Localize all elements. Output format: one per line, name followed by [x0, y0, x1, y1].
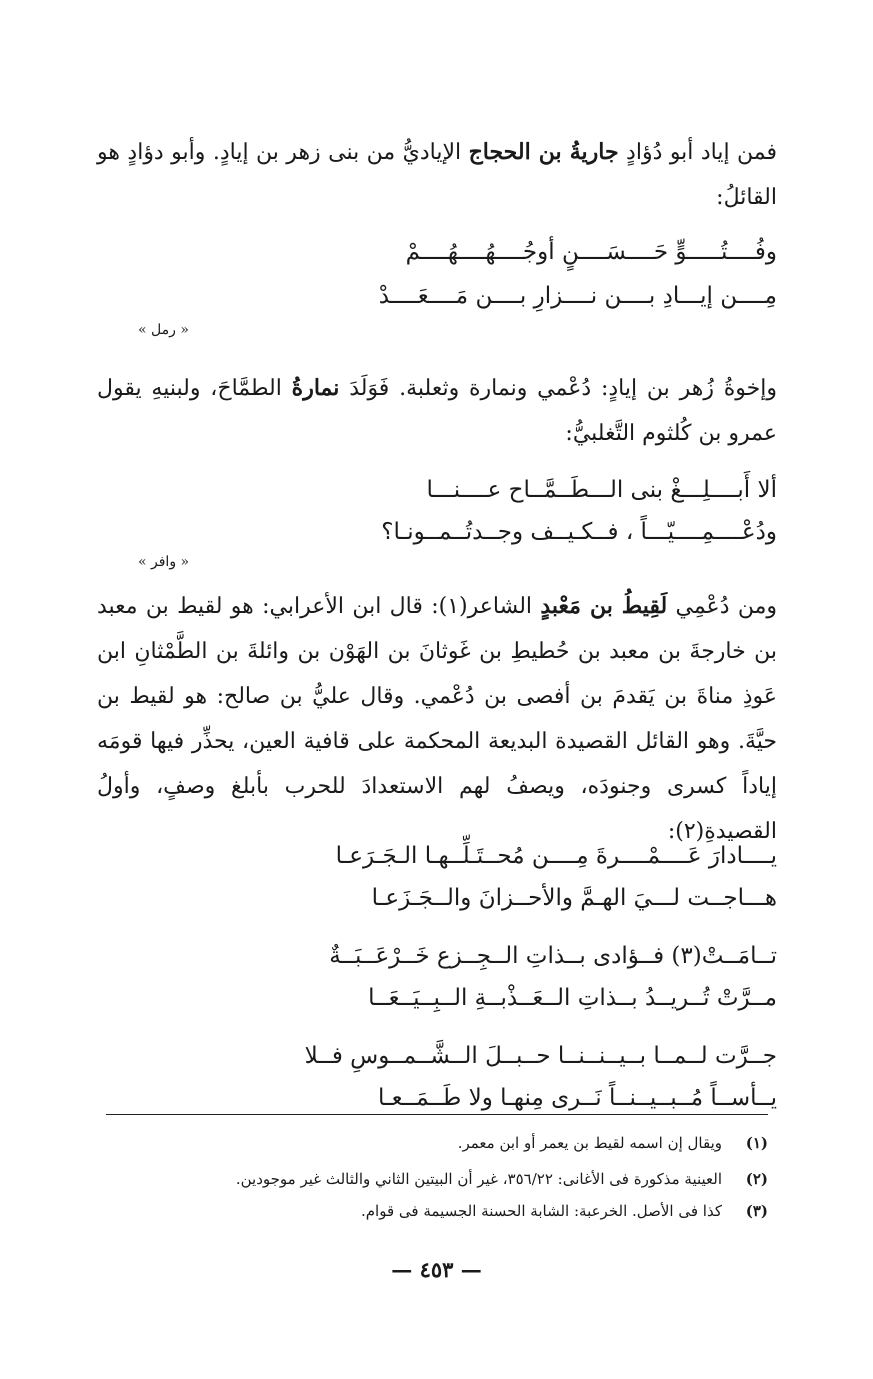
- footnote-1-number: (١): [745, 1134, 768, 1152]
- verse2-meter: « وافر »: [138, 554, 190, 570]
- poem-couplet2-line2: مــرَّتْ تُــريــدُ بــذاتِ الــعَــذْبــةِ الــبِــيَــعَــا: [368, 985, 777, 1011]
- footnote-3: [106, 1200, 768, 1222]
- para2-name: نمارةُ: [291, 375, 340, 401]
- para3-text-start: ومن دُعْمِي: [667, 594, 777, 619]
- verse1-line2: مِــــن إيـــادِ بــــن نــــزارِ بــــن مَــــعَــــدْ: [378, 283, 777, 309]
- paragraph-3: [97, 584, 777, 854]
- para3-text-end: الشاعر(١): قال ابن الأعرابي: هو لقيط بن معبد بن خارجةَ بن معبد بن حُطيطِ بن غَوثانَ بن الهَوْن بن وائلةَ بن الطَّمْثانِ ابن عَوذِ مناةَ بن يَقدمَ بن أفصى بن دُعْمي. وقال عليُّ بن صالح: هو لقيط بن حيَّةَ. وهو القائل القصيدة البديعة المحكمة على قافية العين، يحذِّر فيها قومَه إياداً كسرى وجنودَه، ويصفُ لهم الاستعدادَ للحرب بأبلغ وصفٍ، وأولُ القصيدةِ(٢):: [97, 594, 777, 844]
- footnote-1: [106, 1132, 768, 1154]
- intro-paragraph: [97, 130, 777, 220]
- footnote-2-text: العينية مذكورة فى الأغانى: ٣٥٦/٢٢، غير أن البيتين الثاني والثالث غير موجودين.: [235, 1170, 722, 1188]
- verse1-line1: وفُــــتُـــــوٍّ حَــــسَــــنٍ أوجُــــهُــــهُــــمْ: [405, 239, 777, 265]
- poem-couplet1-line2: هـــاجــت لـــيَ الهـمَّ والأحــزانَ والــجَـزَعـا: [371, 885, 777, 911]
- footnote-2: [106, 1168, 768, 1190]
- poem-couplet3-line2: يــأســاً مُــبــيــنــاً نَــرى مِنهـا ولا طَــمَــعـا: [377, 1085, 777, 1111]
- verse1-meter: « رمل »: [138, 322, 189, 338]
- intro-text-end: الإياديُّ من بنى زهر بن إيادٍ. وأبو دؤادٍ هو القائلُ:: [97, 140, 777, 210]
- footnote-3-number: (٣): [745, 1202, 768, 1220]
- verse2-line2: ودُعْــــمِــــيّـــاً ، فــكـيــف وجــدتُــمــونـا؟: [381, 519, 777, 545]
- page-number: — ٤٥٣ —: [391, 1257, 482, 1282]
- poem-couplet2-line1: تــامَــتْ(٣) فــؤادى بــذاتِ الــجِــزع خَــرْعَــبَــةٌ: [329, 943, 777, 969]
- para2-text-end: الطمَّاحَ، ولبنيهِ يقول عمرو بن كُلثوم التَّغلبيُّ:: [97, 376, 777, 446]
- paragraph-2: [97, 366, 777, 456]
- verse2-line1: ألا أَبــــلِـــغْ بنى الـــطَــمَّــاح عــــنـــا: [426, 477, 777, 503]
- footnote-separator: [106, 1114, 768, 1115]
- footnote-3-text: كذا فى الأصل. الخرعبة: الشابة الحسنة الجسيمة فى قوام.: [361, 1202, 722, 1220]
- footnote-1-text: ويقال إن اسمه لقيط بن يعمر أو ابن معمر.: [457, 1134, 722, 1152]
- poem-couplet1-line1: يــــادارَ عَــــمْــــرةَ مِــــن مُحــتَـلِّــهـا الـجَـرَعـا: [335, 843, 777, 869]
- intro-name: جاريةُ بن الحجاج: [468, 139, 619, 165]
- footnote-2-number: (٢): [745, 1170, 768, 1188]
- para2-text-start: وإخوةُ زُهر بن إيادٍ: دُعْمي ونمارة وثعلبة. فَوَلَدَ: [339, 376, 777, 401]
- poem-couplet3-line1: جــرَّت لــمــا بــيــنــنــا حــبــلَ الــشَّــمــوسِ فــلا: [304, 1043, 777, 1069]
- para3-name: لَقِيطُ بن مَعْبدٍ: [540, 593, 668, 619]
- intro-text-start: فمن إياد أبو دُؤادٍ: [618, 140, 778, 165]
